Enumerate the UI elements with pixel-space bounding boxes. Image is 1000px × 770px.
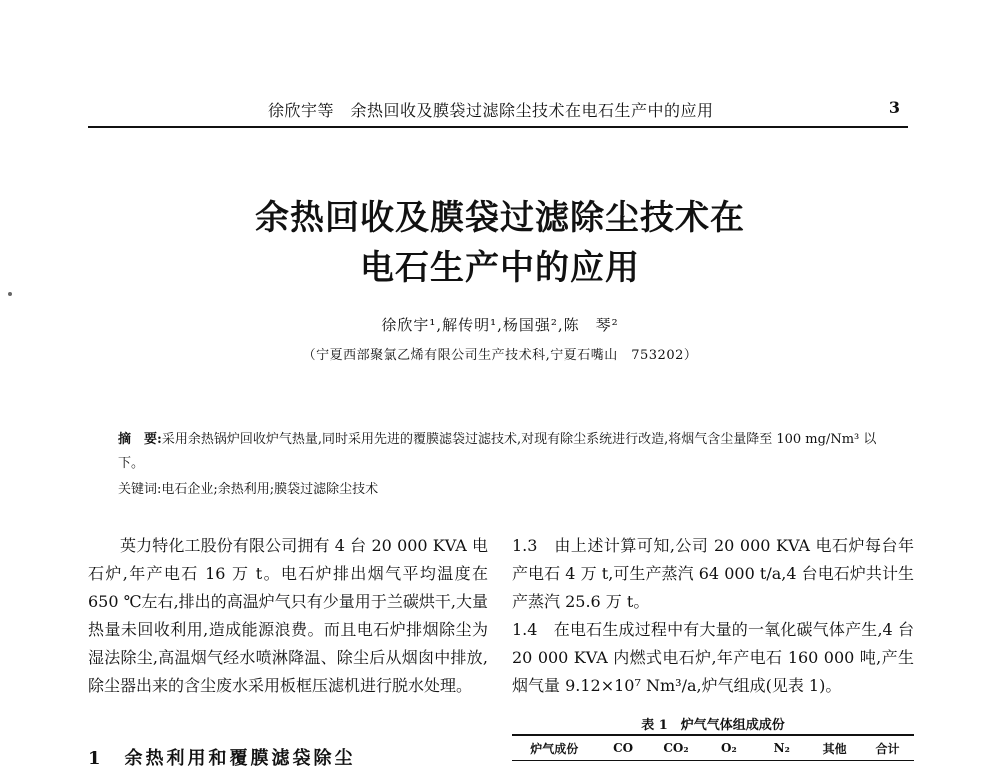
table-header-cell: 合计: [875, 741, 900, 756]
body-left-column: [88, 532, 488, 700]
abstract-text: 采用余热锅炉回收炉气热量,同时采用先进的覆膜滤袋过滤技术,对现有除尘系统进行改造,将烟气含尘量降至 100 mg/Nm³ 以下。: [118, 432, 877, 471]
table-caption: 表 1 炉气气体组成成份: [641, 718, 785, 733]
paragraph-1-3: 1.3 由上述计算可知,公司 20 000 KVA 电石炉每台年产电石 4 万 t,可生产蒸汽 64 000 t/a,4 台电石炉共计生产蒸汽 25.6 万 t。: [512, 536, 914, 611]
article-title-line-1: 余热回收及膜袋过滤除尘技术在: [255, 198, 745, 238]
article-title-line-2: 电石生产中的应用: [360, 248, 640, 288]
intro-paragraph: 英力特化工股份有限公司拥有 4 台 20 000 KVA 电石炉,年产电石 16 万 t。电石炉排出烟气平均温度在 650 ℃左右,排出的高温炉气只有少量用于兰碳烘干,大量热量未回收利用,造成能源浪费。而且电石炉排烟除尘为湿法除尘,高温烟气经水喷淋降温、除尘后从烟囱中排放,除尘器出来的含尘废水采用板框压滤机进行脱水处理。: [88, 536, 488, 695]
authors: 徐欣宇¹,解传明¹,杨国强²,陈 琴²: [381, 316, 619, 334]
table-header-cell: CO: [613, 741, 634, 755]
paragraph-1-4: 1.4 在电石生成过程中有大量的一氧化碳气体产生,4 台 20 000 KVA 内燃式电石炉,年产电石 160 000 吨,产生烟气量 9.12×10⁷ Nm³/a,炉气组成(见表 1)。: [512, 620, 914, 695]
table-header-cell: 其他: [822, 741, 847, 756]
abstract: [118, 428, 898, 476]
keywords-label: 关键词:: [118, 482, 162, 497]
table-header-cell: O₂: [720, 741, 737, 755]
running-title: 徐欣宇等 余热回收及膜袋过滤除尘技术在电石生产中的应用: [268, 101, 714, 120]
keywords: [118, 478, 898, 497]
table-header-cell: N₂: [773, 741, 790, 755]
table-header-cell: 炉气成份: [530, 741, 579, 756]
section-heading-1: 1 余热利用和覆膜滤袋除尘: [88, 748, 356, 769]
abstract-label: 摘 要:: [118, 432, 162, 447]
margin-dot: [8, 292, 12, 296]
affiliation: （宁夏西部聚氯乙烯有限公司生产技术科,宁夏石嘴山 753202）: [302, 348, 698, 363]
table-header-cell: CO₂: [663, 741, 689, 755]
body-right-column: [512, 532, 914, 700]
keywords-text: 电石企业;余热利用;膜袋过滤除尘技术: [161, 482, 379, 497]
running-header: [88, 92, 908, 128]
page-number: 3: [888, 98, 900, 117]
gas-composition-table: [512, 734, 914, 761]
